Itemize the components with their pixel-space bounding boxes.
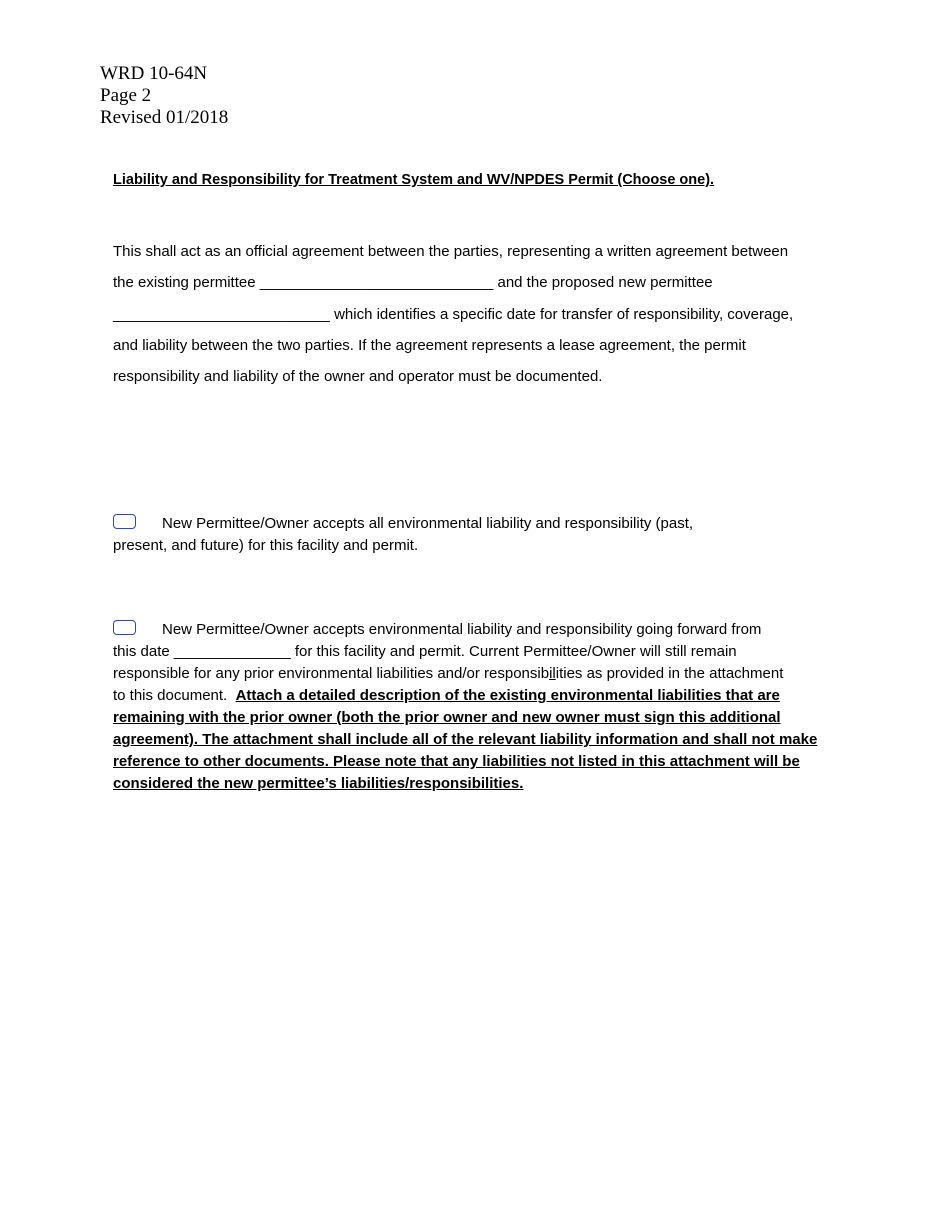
attachment-instruction: reference to other documents. Please note that any liabilities not listed in this attachment will be [113, 753, 800, 770]
section-title: Liability and Responsibility for Treatment System and WV/NPDES Permit (Choose one). [113, 172, 715, 188]
option-all-liability [113, 513, 838, 557]
option-line [113, 619, 838, 641]
option-line: present, and future) for this facility and permit. [113, 537, 419, 554]
attachment-instruction: agreement). The attachment shall include all of the relevant liability information and shall not make [113, 731, 818, 748]
option-line: responsible for any prior environmental liabilities and/or responsibilities as provided in the attachment [113, 665, 784, 682]
revision-date: Revised 01/2018 [100, 107, 229, 128]
all-liability-checkbox[interactable] [113, 514, 136, 529]
forward-liability-checkbox[interactable] [113, 620, 136, 635]
attachment-instruction: considered the new permittee’s liabilities/responsibilities. [113, 775, 524, 792]
attachment-instruction: Attach a detailed description of the existing environmental liabilities that are [235, 687, 780, 704]
attachment-instruction: remaining with the prior owner (both the prior owner and new owner must sign this additional [113, 709, 781, 726]
agreement-paragraph [113, 236, 838, 392]
option-forward-liability [113, 619, 838, 795]
existing-permittee-line: the existing permittee ____________________________ and the proposed new permittee [113, 274, 713, 292]
new-permittee-line: __________________________ which identifies a specific date for transfer of responsibility, coverage, [113, 305, 794, 323]
option-line: to this document. Attach a detailed description of the existing environmental liabilities that are [113, 687, 780, 704]
form-header [100, 63, 228, 129]
paragraph-line: and liability between the two parties. If the agreement represents a lease agreement, the permit [113, 336, 746, 354]
option-text: New Permittee/Owner accepts all environmental liability and responsibility (past, [162, 515, 694, 532]
form-id: WRD 10-64N [100, 63, 208, 84]
paragraph-line: responsibility and liability of the owner and operator must be documented. [113, 368, 603, 386]
option-text: New Permittee/Owner accepts environmental liability and responsibility going forward from [162, 621, 762, 638]
transfer-date-line: this date ______________ for this facility and permit. Current Permittee/Owner will still remain [113, 643, 737, 660]
option-line [113, 513, 838, 535]
paragraph-line: This shall act as an official agreement between the parties, representing a written agreement between [113, 243, 789, 260]
page-number: Page 2 [100, 85, 152, 106]
